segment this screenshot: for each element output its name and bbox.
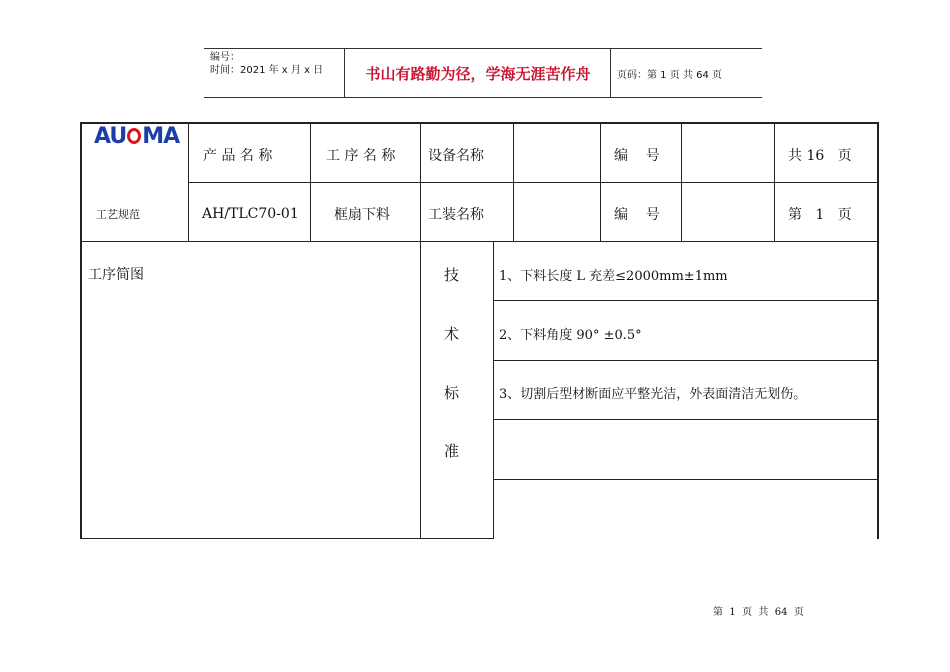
tech-std-char-3: 标 (444, 383, 460, 402)
product-code: AH/TLC70-01 (202, 206, 299, 222)
number-label-2: 编 号 (614, 207, 660, 223)
logo-text-right: MA (142, 123, 180, 149)
page-footer: 第 1 页 共 64 页 (713, 607, 804, 618)
equipment-name-label: 设备名称 (428, 148, 484, 164)
process-name: 框扇下料 (334, 207, 390, 223)
requirement-2: 2、下料角度 90° ±0.5° (499, 327, 642, 343)
aucma-logo (94, 123, 184, 149)
number-label-1: 编 号 (614, 148, 660, 164)
page-info: 页码：第 1 页 共 64 页 (617, 69, 722, 81)
number-label: 编号： (210, 52, 240, 63)
logo-text-left: AU (94, 123, 127, 149)
header-meta-cell (204, 49, 345, 97)
dept-label: 工艺规范 (96, 208, 140, 221)
requirement-3: 3、切割后型材断面应平整光洁，外表面清洁无划伤。 (499, 386, 807, 402)
total-pages: 共 16 页 (788, 148, 852, 164)
logo-ring-icon (127, 128, 141, 144)
tech-std-char-4: 准 (444, 441, 460, 460)
requirement-1: 1、下料长度 L 充差≤2000mm±1mm (499, 268, 728, 284)
document-header (204, 48, 762, 98)
time-label: 时间：2021 年 x 月 x 日 (210, 65, 324, 76)
tech-std-char-1: 技 (444, 265, 460, 284)
product-name-label: 产 品 名 称 (203, 148, 273, 164)
sketch-label: 工序简图 (88, 267, 144, 283)
tooling-name-label: 工装名称 (428, 207, 484, 223)
page-number: 第 1 页 (788, 207, 852, 223)
process-name-label: 工 序 名 称 (326, 148, 396, 164)
tech-std-char-2: 术 (444, 324, 460, 343)
motto: 书山有路勤为径，学海无涯苦作舟 (346, 49, 611, 97)
